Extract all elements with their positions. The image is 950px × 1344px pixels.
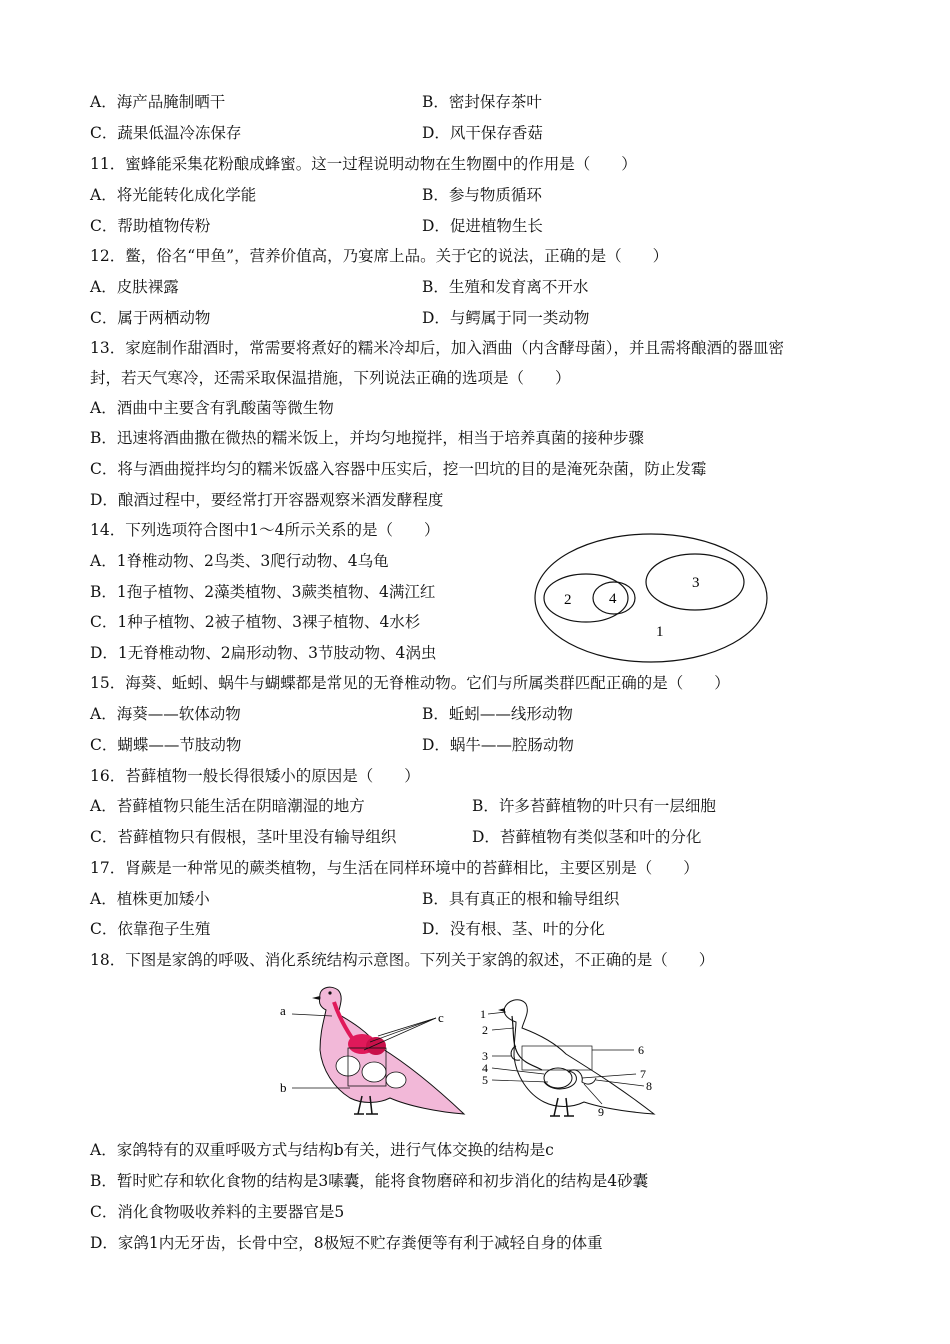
- label-c: c: [438, 1010, 444, 1025]
- q16-option-a: A．苔藓植物只能生活在阴暗潮湿的地方: [90, 797, 365, 815]
- q13-stem-line1: 13．家庭制作甜酒时，常需要将煮好的糯米冷却后，加入酒曲（内含酵母菌），并且需将酿酒的器皿密: [90, 339, 784, 357]
- q18-option-d: D．家鸽1内无牙齿，长骨中空，8极短不贮存粪便等有利于减轻自身的体重: [90, 1234, 603, 1252]
- q17-option-a: A．植株更加矮小: [90, 890, 210, 908]
- pigeon2-beak: [498, 1008, 505, 1012]
- q18-stem: 18．下图是家鸽的呼吸、消化系统结构示意图。下列关于家鸽的叙述，不正确的是（ ）: [90, 951, 715, 969]
- pigeon-respiratory-figure: [278, 980, 468, 1122]
- label-7: 7: [640, 1067, 646, 1081]
- q12-option-a: A．皮肤裸露: [90, 278, 179, 296]
- pointer-2: [492, 1028, 514, 1030]
- q17-option-c: C．依靠孢子生殖: [90, 920, 211, 938]
- q10-option-d: D．风干保存香菇: [422, 124, 543, 142]
- pigeon-beak: [312, 996, 320, 1000]
- gizzard: [544, 1068, 572, 1088]
- q17-option-b: B．具有真正的根和输导组织: [422, 890, 620, 908]
- label-4: 4: [482, 1061, 488, 1075]
- q14-option-a: A．1脊椎动物、2鸟类、3爬行动物、4乌龟: [90, 552, 389, 570]
- q18-option-a: A．家鸽特有的双重呼吸方式与结构b有关，进行气体交换的结构是c: [90, 1141, 554, 1159]
- q12-stem: 12．鳖，俗名“甲鱼”，营养价值高，乃宴席上品。关于它的说法，正确的是（ ）: [90, 247, 669, 265]
- q18-option-c: C．消化食物吸收养料的主要器官是5: [90, 1203, 345, 1221]
- venn-diagram: [532, 530, 772, 666]
- pigeon-body: [319, 987, 464, 1114]
- q17-option-d: D．没有根、茎、叶的分化: [422, 920, 605, 938]
- q13-option-c: C．将与酒曲搅拌均匀的糯米饭盛入容器中压实后，挖一凹坑的目的是淹死杂菌，防止发霉: [90, 460, 707, 478]
- q11-option-a: A．将光能转化成化学能: [90, 186, 257, 204]
- pointer-c3: [364, 1018, 436, 1050]
- label-a: a: [280, 1003, 286, 1018]
- q11-option-d: D．促进植物生长: [422, 217, 543, 235]
- venn-label-4: 4: [609, 591, 617, 607]
- label-b: b: [280, 1080, 287, 1095]
- q16-option-d: D．苔藓植物有类似茎和叶的分化: [472, 828, 702, 846]
- q11-stem: 11．蜜蜂能采集花粉酿成蜂蜜。这一过程说明动物在生物圈中的作用是（ ）: [90, 155, 637, 173]
- label-1: 1: [480, 1007, 486, 1021]
- q16-stem: 16．苔藓植物一般长得很矮小的原因是（ ）: [90, 767, 420, 785]
- pointer-c1: [378, 1018, 436, 1036]
- pigeon2-body: [504, 1000, 654, 1114]
- q15-stem: 15．海葵、蚯蚓、蜗牛与蝴蝶都是常见的无脊椎动物。它们与所属类群匹配正确的是（ ）: [90, 674, 730, 692]
- q15-option-c: C．蝴蝶——节肢动物: [90, 736, 242, 754]
- label-6: 6: [638, 1043, 644, 1057]
- q10-option-a: A．海产品腌制晒干: [90, 93, 226, 111]
- pigeon-digestive-figure: [478, 994, 670, 1122]
- label-9: 9: [598, 1105, 604, 1119]
- q16-option-b: B．许多苔藓植物的叶只有一层细胞: [472, 797, 716, 815]
- label-3: 3: [482, 1049, 488, 1063]
- q14-stem: 14．下列选项符合图中1～4所示关系的是（ ）: [90, 521, 440, 539]
- venn-label-2: 2: [564, 592, 572, 608]
- q10-option-b: B．密封保存茶叶: [422, 93, 542, 111]
- q18-option-b: B．暂时贮存和软化食物的结构是3嗉囊，能将食物磨碎和初步消化的结构是4砂囊: [90, 1172, 649, 1190]
- q15-option-d: D．蜗牛——腔肠动物: [422, 736, 574, 754]
- q14-option-b: B．1孢子植物、2藻类植物、3蕨类植物、4满江红: [90, 583, 436, 601]
- pigeon-eye: [328, 991, 331, 994]
- venn-label-1: 1: [656, 624, 664, 640]
- q13-option-b: B．迅速将酒曲撒在微热的糯米饭上，并均匀地搅拌，相当于培养真菌的接种步骤: [90, 429, 644, 447]
- q12-option-d: D．与鳄属于同一类动物: [422, 309, 590, 327]
- pointer-1: [488, 1012, 506, 1014]
- pointer-c2: [370, 1018, 436, 1042]
- q17-stem: 17．肾蕨是一种常见的蕨类植物，与生活在同样环境中的苔藓相比，主要区别是（ ）: [90, 859, 699, 877]
- q10-option-c: C．蔬果低温冷冻保存: [90, 124, 242, 142]
- q15-option-a: A．海葵——软体动物: [90, 705, 241, 723]
- q15-option-b: B．蚯蚓——线形动物: [422, 705, 573, 723]
- q14-option-c: C．1种子植物、2被子植物、3裸子植物、4水杉: [90, 613, 421, 631]
- q16-option-c: C．苔藓植物只有假根，茎叶里没有输导组织: [90, 828, 397, 846]
- q13-option-d: D．酿酒过程中，要经常打开容器观察米酒发酵程度: [90, 491, 444, 509]
- label-2: 2: [482, 1023, 488, 1037]
- air-sac-2: [362, 1062, 386, 1082]
- venn-label-3: 3: [692, 575, 700, 591]
- label-8: 8: [646, 1079, 652, 1093]
- label-5: 5: [482, 1073, 488, 1087]
- q12-option-c: C．属于两栖动物: [90, 309, 211, 327]
- q13-stem-line2: 封，若天气寒冷，还需采取保温措施，下列说法正确的选项是（ ）: [90, 369, 571, 387]
- air-sac-3: [386, 1072, 406, 1088]
- q11-option-b: B．参与物质循环: [422, 186, 542, 204]
- q14-option-d: D．1无脊椎动物、2扁形动物、3节肢动物、4涡虫: [90, 644, 437, 662]
- q12-option-b: B．生殖和发育离不开水: [422, 278, 589, 296]
- q13-option-a: A．酒曲中主要含有乳酸菌等微生物: [90, 399, 334, 417]
- q11-option-c: C．帮助植物传粉: [90, 217, 211, 235]
